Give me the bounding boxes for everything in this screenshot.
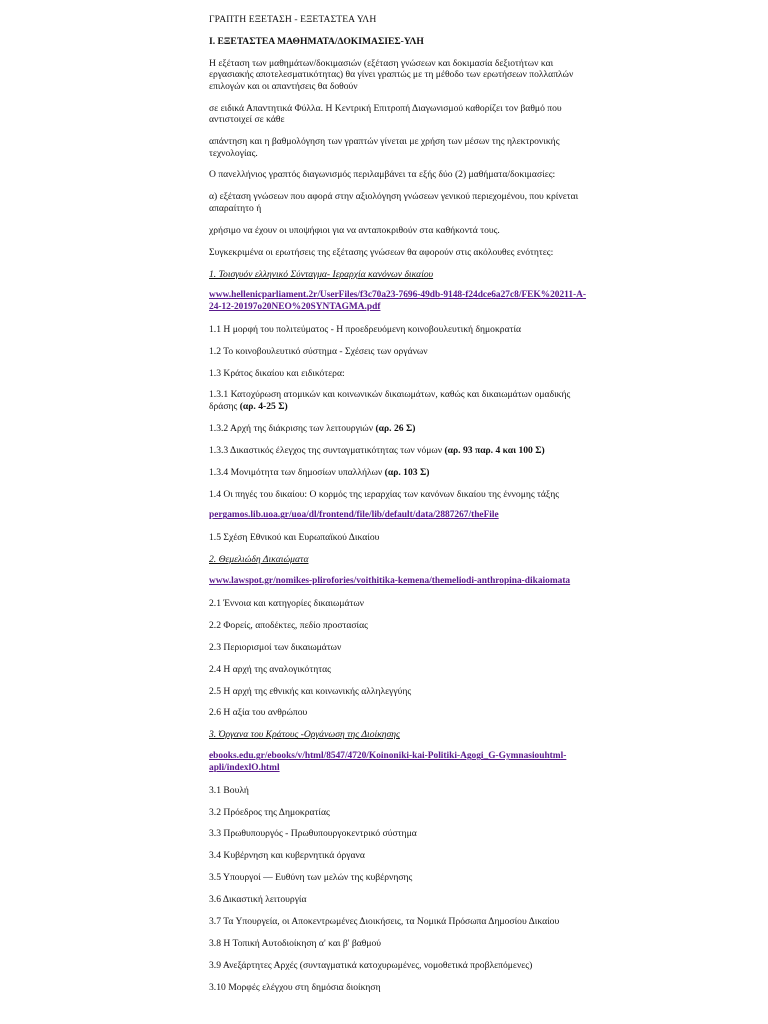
section-title: 2. Θεμελιώδη Δικαιώματα (209, 554, 309, 566)
list-item: 2.5 Η αρχή της εθνικής και κοινωνικής αλληλεγγύης (209, 685, 412, 697)
list-item: 3.5 Υπουργοί — Ευθύνη των μελών της κυβέρνησης (209, 872, 413, 884)
list-item: 3.7 Τα Υπουργεία, οι Αποκεντρωμένες Διοικήσεις, τα Νομικά Πρόσωπα Δημοσίου Δικαίου (209, 915, 560, 927)
list-item: 1.3.2 Αρχή της διάκρισης των λειτουργιών (αρ. 26 Σ) (209, 422, 416, 434)
article-reference: (αρ. 26 Σ) (375, 422, 416, 434)
article-reference: (αρ. 93 παρ. 4 και 100 Σ) (444, 444, 545, 456)
list-item: 1.3.3 Δικαστικός έλεγχος της συνταγματικότητας των νόμων (αρ. 93 παρ. 4 και 100 Σ) (209, 444, 545, 456)
document-page (209, 14, 597, 1004)
section-title: 3. Όργανα του Κράτους -Οργάνωση της Διοίκησης (209, 729, 400, 741)
intro-paragraph: α) εξέταση γνώσεων που αφορά στην αξιολόγηση γνώσεων γενικού περιεχομένου, που κρίνεται απαραίτητο ή (209, 191, 579, 214)
list-item: 3.2 Πρόεδρος της Δημοκρατίας (209, 806, 330, 818)
list-item: 2.4 Η αρχή της αναλογικότητας (209, 663, 331, 675)
reference-link[interactable]: ebooks.edu.gr/ebooks/v/html/8547/4720/Koinoniki-kai-Politiki-Agogi_G-Gymnasiouhtml-apli/indexlO.html (209, 751, 567, 773)
list-item: 2.3 Περιορισμοί των δικαιωμάτων (209, 641, 342, 653)
intro-paragraph: Ο πανελλήνιος γραπτός διαγωνισμός περιλαμβάνει τα εξής δύο (2) μαθήματα/δοκιμασίες: (209, 169, 556, 181)
list-item: 3.1 Βουλή (209, 784, 249, 796)
list-item: 2.1 Έννοια και κατηγορίες δικαιωμάτων (209, 597, 365, 609)
intro-paragraph: χρήσιμο να έχουν οι υποψήφιοι για να ανταποκριθούν στα καθήκοντά τους. (209, 224, 500, 236)
reference-link[interactable]: www.lawspot.gr/nomikes-plirofories/voithitika-kemena/themeliodi-anthropina-dikaiomata (209, 576, 571, 587)
list-item: 3.4 Κυβέρνηση και κυβερνητικά όργανα (209, 850, 365, 862)
list-item: 1.3.4 Μονιμότητα των δημοσίων υπαλλήλων (αρ. 103 Σ) (209, 466, 430, 478)
section-heading: Ι. ΕΞΕΤΑΣΤΕΑ ΜΑΘΗΜΑΤΑ/ΔΟΚΙΜΑΣΙΕΣ-ΥΛΗ (209, 35, 424, 47)
document-title: ΓΡΑΠΤΗ ΕΞΕΤΑΣΗ - ΕΞΕΤΑΣΤΕΑ ΥΛΗ (209, 14, 377, 25)
reference-link[interactable]: www.hellenicparliament.2r/UserFiles/f3c70a23-7696-49db-9148-f24dce6a27c8/FEK%20211-A-24-12-20197o20NEO%20SYNTAGMA.pdf (209, 290, 587, 312)
list-item: 1.3 Κράτος δικαίου και ειδικότερα: (209, 367, 345, 379)
intro-paragraph: Η εξέταση των μαθημάτων/δοκιμασιών (εξέταση γνώσεων και δοκιμασία δεξιοτήτων και εργασιακής αποτελεσματικότητας) θα γίνει γραπτώς με τη μέθοδο των ερωτήσεων πολλαπλών επιλογών και οι απαντήσεις θα δοθούν (209, 57, 574, 92)
article-reference: (αρ. 4-25 Σ) (239, 400, 288, 412)
list-item: 1.3.1 Κατοχύρωση ατομικών και κοινωνικών δικαιωμάτων, καθώς και δικαιωμάτων ομαδικής δράσης (αρ. 4-25 Σ) (209, 389, 571, 412)
intro-paragraph: απάντηση και η βαθμολόγηση των γραπτών γίνεται με χρήση των μέσων της ηλεκτρονικής τεχνολογίας. (209, 136, 560, 159)
list-item: 1.1 Η μορφή του πολιτεύματος - Η προεδρευόμενη κοινοβουλευτική δημοκρατία (209, 323, 522, 335)
list-item: 1.5 Σχέση Εθνικού και Ευρωπαϊκού Δικαίου (209, 532, 380, 544)
list-item: 1.4 Οι πηγές του δικαίου: Ο κορμός της ιεραρχίας των κανόνων δικαίου της έννομης τάξης (209, 488, 560, 500)
list-item: 3.3 Πρωθυπουργός - Πρωθυπουργοκεντρικό σύστημα (209, 828, 417, 840)
reference-link[interactable]: pergamos.lib.uoa.gr/uoa/dl/frontend/file/lib/default/data/2887267/theFile (209, 510, 499, 521)
section-title: 1. Τοισγυόν ελληνικό Σύνταγμα- Ιεραρχία κανόνων δικαίου (209, 268, 434, 280)
list-item: 1.2 Το κοινοβουλευτικό σύστημα - Σχέσεις των οργάνων (209, 345, 428, 357)
list-item: 3.8 Η Τοπική Αυτοδιοίκηση α' και β' βαθμού (209, 937, 382, 949)
list-item: 2.2 Φορείς, αποδέκτες, πεδίο προστασίας (209, 619, 368, 631)
list-item: 2.6 Η αξία του ανθρώπου (209, 707, 308, 719)
list-item: 3.9 Ανεξάρτητες Αρχές (συνταγματικά κατοχυρωμένες, νομοθετικά προβλεπόμενες) (209, 959, 533, 971)
intro-paragraph: σε ειδικά Απαντητικά Φύλλα. Η Κεντρική Επιτροπή Διαγωνισμού καθορίζει τον βαθμό που αντιστοιχεί σε κάθε (209, 102, 562, 126)
article-reference: (αρ. 103 Σ) (384, 466, 430, 478)
list-item: 3.10 Μορφές ελέγχου στη δημόσια διοίκηση (209, 981, 381, 993)
list-item: 3.6 Δικαστική λειτουργία (209, 894, 307, 906)
intro-paragraph: Συγκεκριμένα οι ερωτήσεις της εξέτασης γνώσεων θα αφορούν στις ακόλουθες ενότητες: (209, 246, 554, 258)
